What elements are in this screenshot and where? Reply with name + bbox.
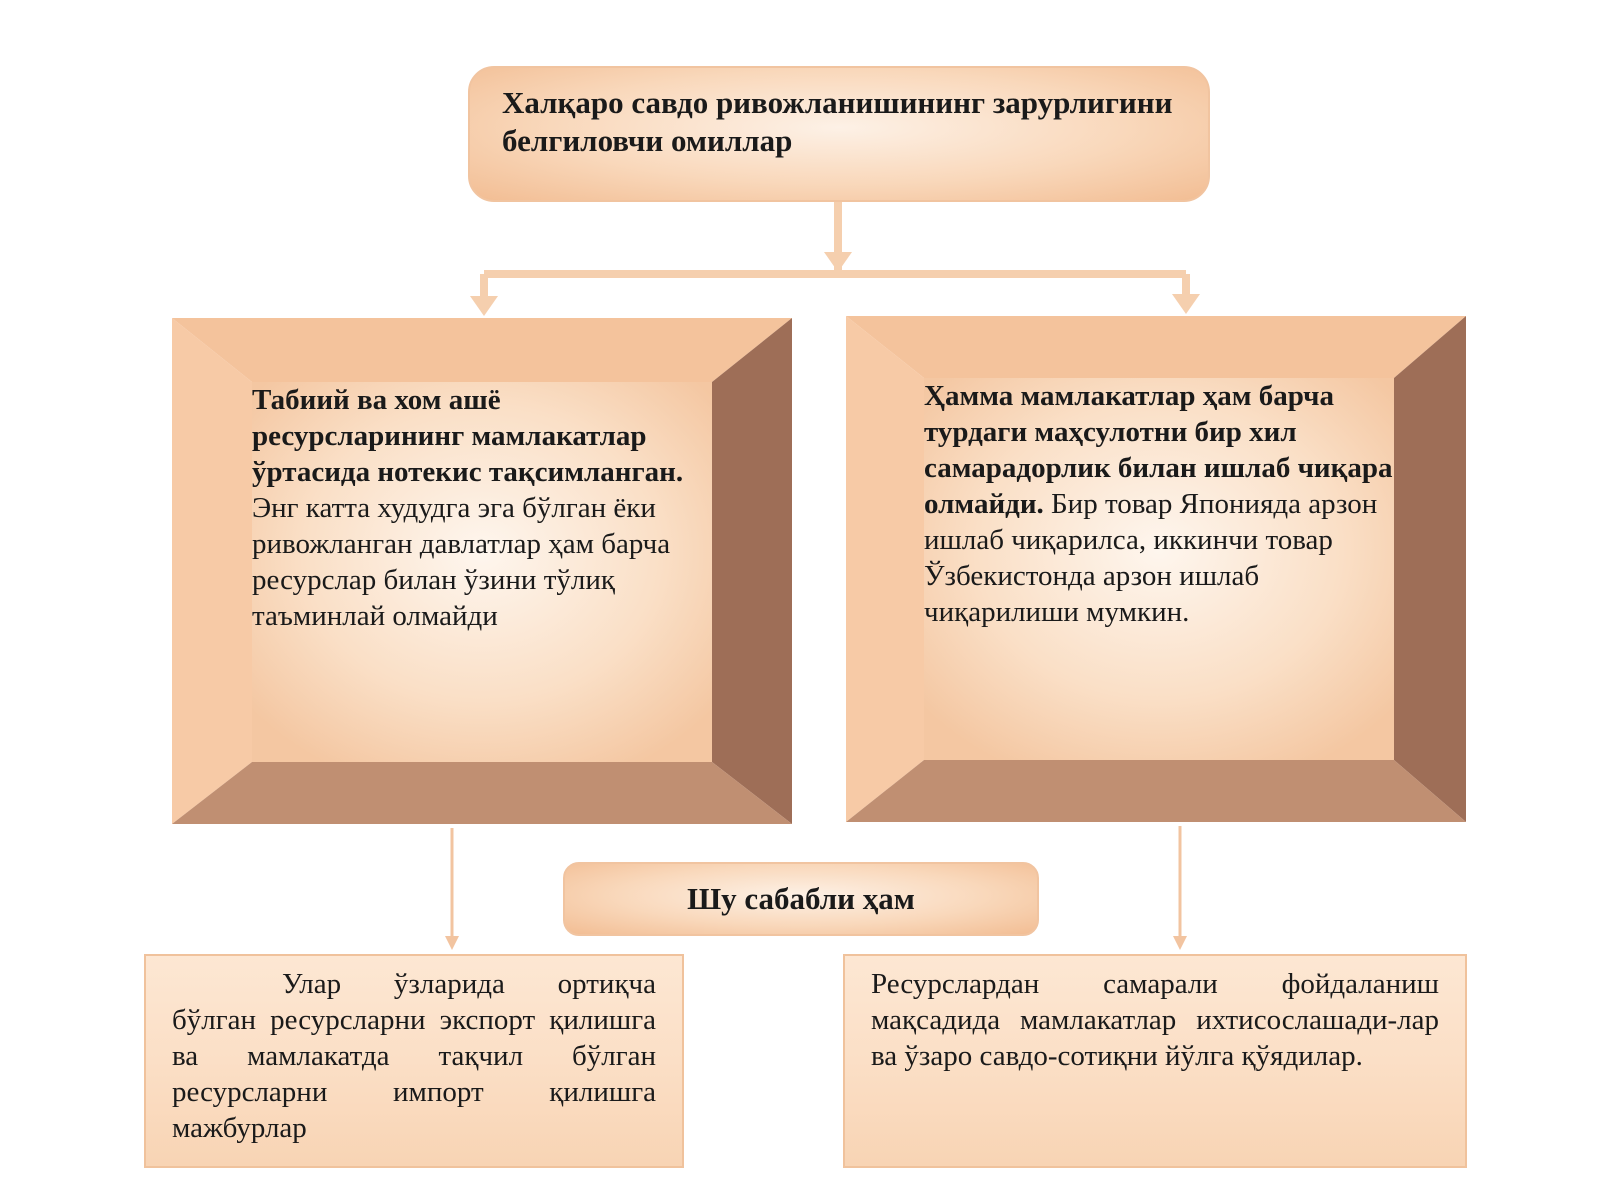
right-box-bold-text: Ҳамма мамлакатлар ҳам барча турдаги маҳсулотни бир хил самарадорлик билан ишлаб чиқара олмайди.	[924, 380, 1393, 520]
bottom-left-box	[144, 954, 684, 1168]
left-box-text: Энг катта худудга эга бўлган ёки ривожланган давлатлар ҳам барча ресурслар билан ўзини тўлиқ таъминлай олмайди	[252, 492, 671, 632]
arrowhead-left	[470, 296, 498, 316]
title-box	[468, 66, 1210, 202]
right-box-content	[924, 378, 1394, 758]
right-factor-box	[846, 316, 1466, 822]
arrowhead-right	[1172, 294, 1200, 314]
title-text: Халқаро савдо ривожланишининг зарурлигини белгиловчи омиллар	[502, 85, 1173, 158]
bottom-right-text: Ресурслардан самарали фойдаланиш мақсадида мамлакатлар ихтисослашади-лар ва ўзаро савдо-сотиқни йўлга қўядилар.	[871, 968, 1439, 1072]
arrowhead-right-bottom	[1173, 936, 1187, 950]
bottom-left-text: Улар ўзларида ортиқча бўлган ресурсларни экспорт қилишга ва мамлакатда тақчил бўлган ресурсларни импорт қилишга мажбурлар	[172, 968, 656, 1144]
arrowhead-title	[824, 252, 852, 272]
right-box-text: Бир товар Японияда арзон ишлаб чиқарилса, иккинчи товар Ўзбекистонда арзон ишлаб чиқарилиши мумкин.	[924, 488, 1378, 628]
middle-label-box	[563, 862, 1039, 936]
arrowhead-left-bottom	[445, 936, 459, 950]
left-factor-box	[172, 318, 792, 824]
bottom-right-box	[843, 954, 1467, 1168]
left-box-bold-text: Табиий ва хом ашё ресурсларининг мамлакатлар ўртасида нотекис тақсимланган.	[252, 384, 684, 488]
left-box-content	[252, 382, 712, 762]
middle-label-text: Шу сабабли ҳам	[687, 881, 915, 916]
